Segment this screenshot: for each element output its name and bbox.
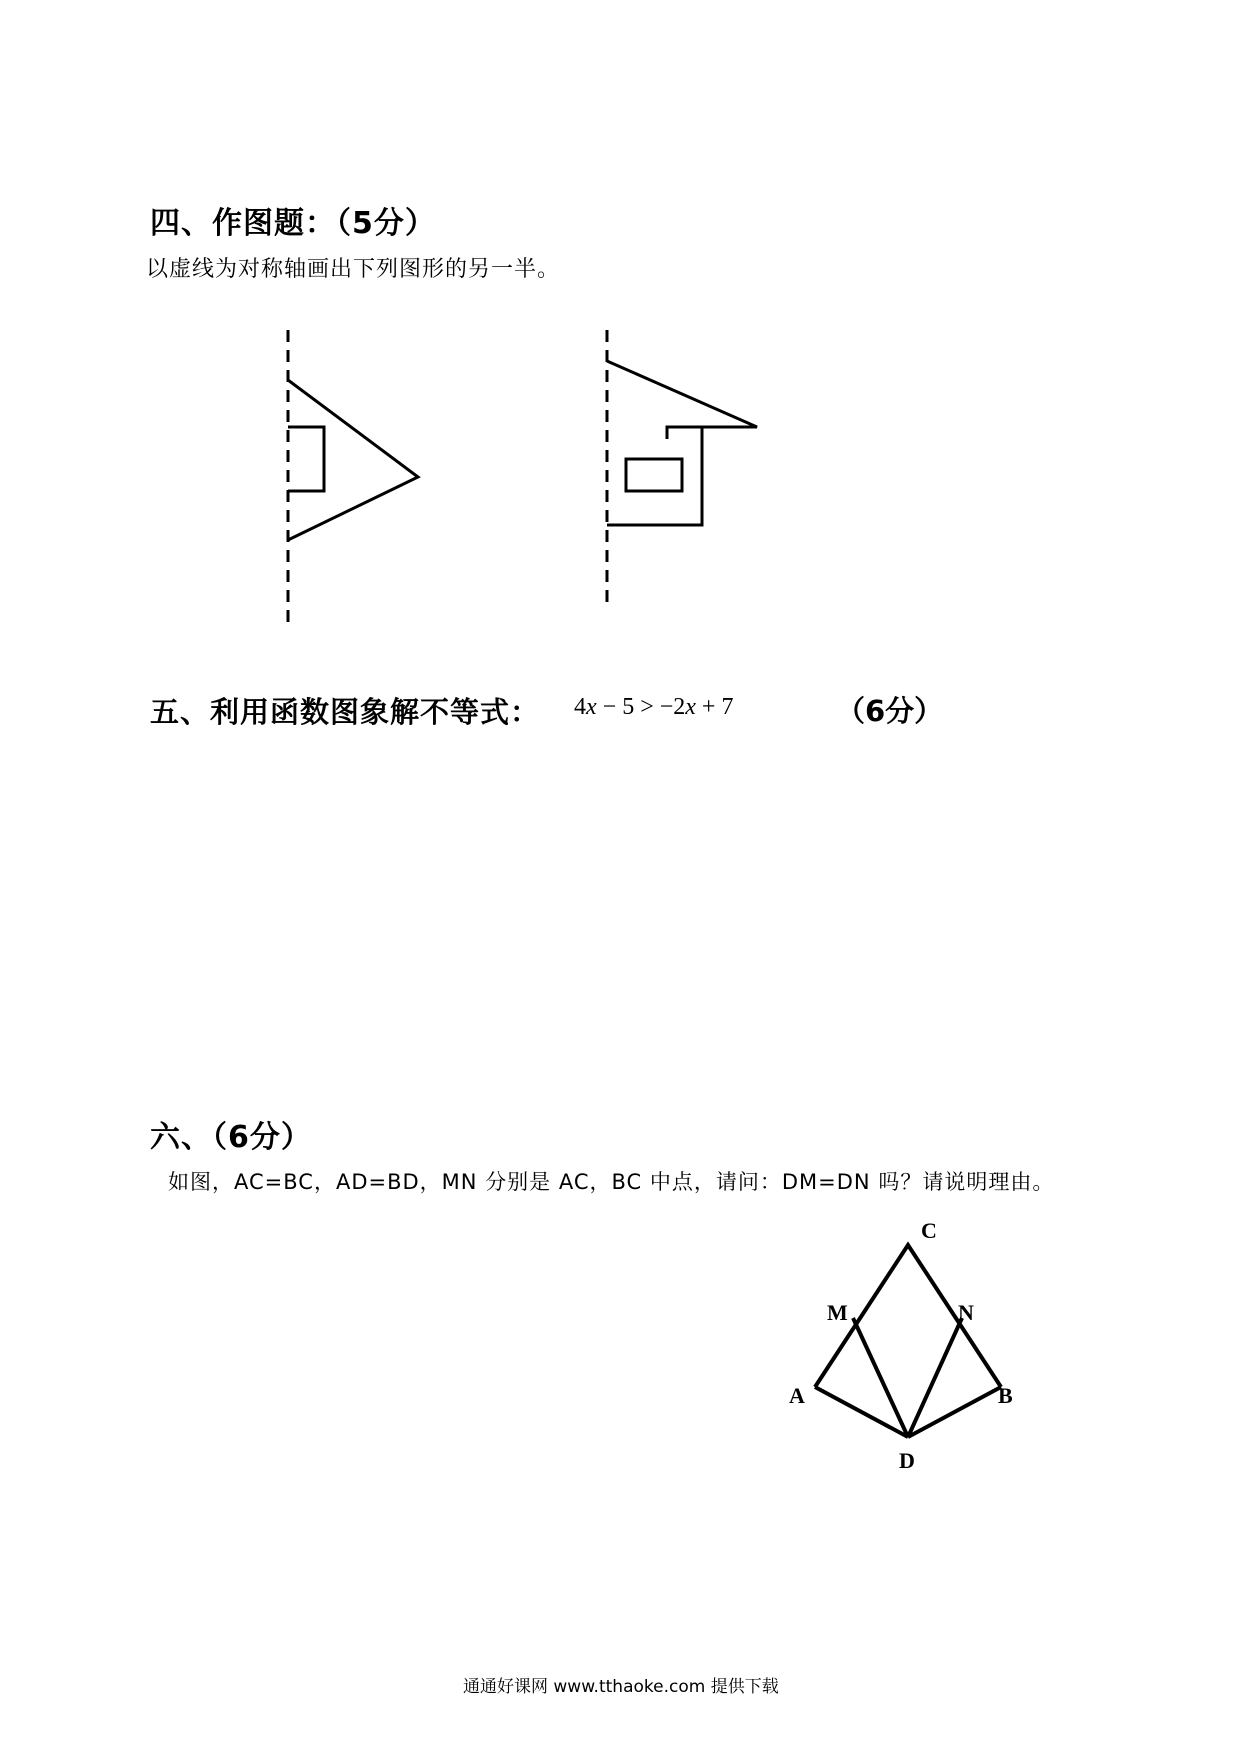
inequality-var1: x [586,694,597,720]
inequality-rhs-rest: + 7 [695,694,734,720]
inequality-lhs-rest: − 5 > −2 [596,694,686,720]
point-label-M: M [827,1300,848,1325]
section4-title: 四、作图题：（5分） [150,206,436,241]
section6-title: 六、（6分） [150,1120,312,1155]
section6-question: 如图，AC=BC，AD=BD，MN 分别是 AC，BC 中点，请问：DM=DN 吗？请说明理由。 [168,1170,1055,1194]
segment-N-D [908,1318,962,1437]
point-label-B: B [998,1383,1013,1408]
segment-M-D [853,1318,908,1437]
segment-A-D [815,1387,908,1437]
inequality-lhs-coef: 4 [574,694,586,720]
point-label-D: D [899,1448,915,1473]
point-label-A: A [789,1383,805,1408]
point-label-N: N [958,1300,974,1325]
section5-title-text: 五、利用函数图象解不等式： [150,695,541,729]
page-footer: 通通好课网 www.tthaoke.com 提供下载 [463,1677,779,1697]
section4-instruction: 以虚线为对称轴画出下列图形的另一半。 [146,257,561,282]
section5-score: （6分） [836,694,944,728]
point-label-C: C [921,1218,937,1243]
inequality-var2: x [685,694,696,720]
segment-B-D [908,1387,1001,1437]
